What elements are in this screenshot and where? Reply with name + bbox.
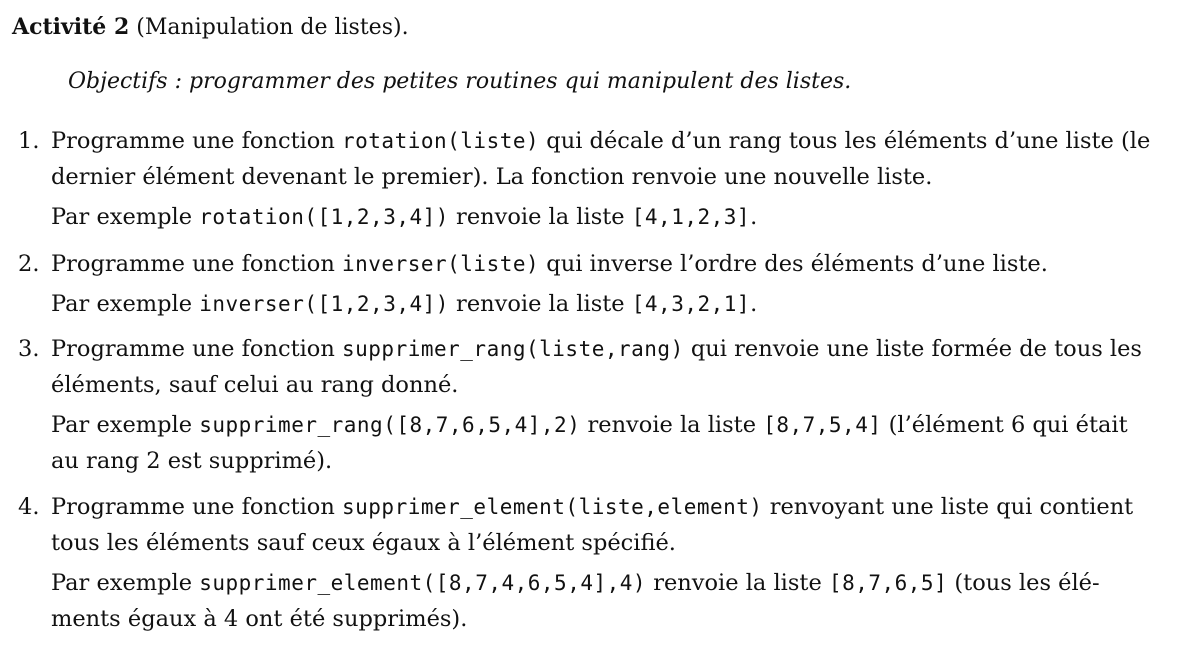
- item-line: tous les éléments sauf ceux égaux à l’élément spécifié.: [51, 530, 676, 556]
- example-text: .: [750, 291, 758, 317]
- example-line: [51, 286, 1161, 322]
- function-name-code: rotation(liste): [342, 129, 540, 153]
- example-prefix: Par exemple: [51, 204, 200, 230]
- item-line: éléments, sauf celui au rang donné.: [51, 372, 459, 398]
- item-body: [51, 331, 1161, 479]
- item-body: [51, 246, 1161, 322]
- example-text: renvoie la liste: [448, 204, 632, 230]
- activity-title-bold: Activité 2: [12, 14, 130, 40]
- function-name-code: inverser(liste): [342, 252, 540, 276]
- item-text: qui inverse l’ordre des éléments d’une liste.: [539, 251, 1048, 277]
- activity-title: [12, 12, 409, 43]
- item-number: 4.: [18, 494, 40, 520]
- item-number: 3.: [18, 336, 40, 362]
- item-body: [51, 123, 1161, 235]
- example-text: renvoie la liste: [646, 570, 829, 596]
- example-call-code: inverser([1,2,3,4]): [199, 292, 449, 316]
- example-text: (tous les élé-: [947, 570, 1100, 596]
- example-prefix: Par exemple: [51, 412, 200, 438]
- item-number: 1.: [18, 128, 40, 154]
- item-line: [51, 489, 1161, 525]
- example-line: [51, 565, 1161, 601]
- example-line-continued: ments égaux à 4 ont été supprimés).: [51, 606, 468, 632]
- example-call-code: supprimer_rang([8,7,6,5,4],2): [199, 413, 581, 437]
- example-prefix: Par exemple: [51, 570, 200, 596]
- item-body: [51, 489, 1161, 637]
- example-call-code: supprimer_element([8,7,4,6,5,4],4): [199, 571, 647, 595]
- example-line: [51, 407, 1161, 443]
- example-result-code: [4,3,2,1]: [631, 292, 751, 316]
- item-line: [51, 123, 1161, 159]
- item-text: Programme une fonction: [51, 128, 342, 154]
- function-name-code: supprimer_element(liste,element): [342, 495, 763, 519]
- example-result-code: [8,7,5,4]: [763, 413, 882, 437]
- item-number: 2.: [18, 251, 40, 277]
- item-line: [51, 331, 1161, 367]
- item-text: Programme une fonction: [51, 494, 342, 520]
- example-text: renvoie la liste: [448, 291, 632, 317]
- example-text: (l’élément 6 qui était: [881, 412, 1128, 438]
- example-text: .: [750, 204, 758, 230]
- item-text: renvoyant une liste qui contient: [762, 494, 1134, 520]
- example-result-code: [4,1,2,3]: [631, 205, 751, 229]
- activity-title-rest: (Manipulation de listes).: [129, 15, 409, 40]
- example-line: [51, 199, 1161, 235]
- item-text: qui décale d’un rang tous les éléments d’une liste (le: [539, 128, 1151, 154]
- item-text: qui renvoie une liste formée de tous les: [683, 336, 1142, 362]
- example-result-code: [8,7,6,5]: [828, 571, 948, 595]
- function-name-code: supprimer_rang(liste,rang): [342, 337, 684, 361]
- objectives-text: Objectifs : programmer des petites routines qui manipulent des listes.: [68, 69, 852, 94]
- example-call-code: rotation([1,2,3,4]): [199, 205, 449, 229]
- example-text: renvoie la liste: [580, 412, 764, 438]
- item-line: dernier élément devenant le premier). La fonction renvoie une nouvelle liste.: [51, 164, 933, 190]
- example-line-continued: au rang 2 est supprimé).: [51, 448, 333, 474]
- item-text: Programme une fonction: [51, 251, 342, 277]
- item-line: [51, 246, 1161, 282]
- item-text: Programme une fonction: [51, 336, 342, 362]
- example-prefix: Par exemple: [51, 291, 200, 317]
